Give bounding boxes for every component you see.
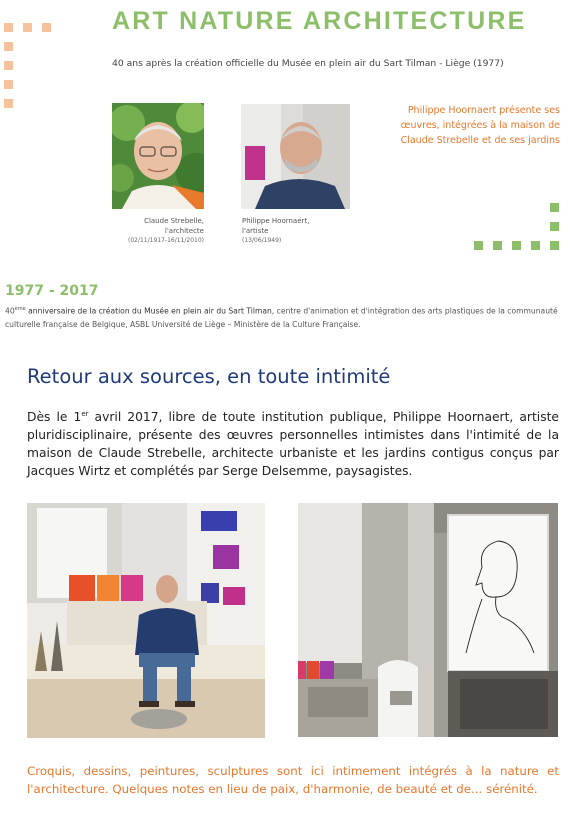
person-name: Philippe Hoornaert, [242,217,310,225]
deco-square [23,23,32,32]
years-heading: 1977 - 2017 [5,283,99,299]
person-role: l'artiste [242,227,269,235]
portrait-strebelle [112,103,204,209]
deco-square [550,241,559,250]
anniversary-ordinal-suffix: ème [14,306,26,312]
person-name: Claude Strebelle, [144,217,204,225]
intro-text [370,103,560,148]
intro-line: œuvres, intégrées à la maison de [400,120,560,131]
caption-hoornaert [242,216,352,246]
anniversary-rest: centre d'animation et d'intégration des arts plastiques de la communauté culturelle française de Belgique, ASBL Université de Liège – Ministère de la Culture Française. [5,306,558,329]
anniversary-lead: anniversaire de la création du Musée en plein air du Sart Tilman, [25,306,275,316]
person-role: l'architecte [164,227,204,235]
person-dates: (02/11/1917-16/11/2010) [127,237,204,244]
deco-square [4,23,13,32]
deco-square [4,80,13,89]
deco-square [493,241,502,250]
deco-square [4,42,13,51]
body-date-prefix: Dès le 1 [27,410,82,425]
caption-strebelle [110,216,204,246]
section-body [27,405,559,480]
page-title: ART NATURE ARCHITECTURE [112,7,527,35]
body-date-sup: er [81,410,89,418]
page-subtitle: 40 ans après la création officielle du Musée en plein air du Sart Tilman - Liège (1977) [112,58,504,69]
photo-drawing-interior [298,503,558,737]
anniversary-ordinal: 40 [5,306,15,316]
anniversary-text [5,303,565,331]
deco-square [550,203,559,212]
deco-square [531,241,540,250]
deco-square [512,241,521,250]
photo-artist-interior [27,503,265,738]
body-text: avril 2017, libre de toute institution publique, Philippe Hoornaert, artiste pluridisciplinaire, présente des œuvres personnelles intimistes dans l'intimité de la maison de Claude Strebelle, architecte urbaniste et les jardins contigus conçus par Jacques Wirtz et complétés par Serge Delsemme, paysagistes. [27,410,559,479]
intro-line: Philippe Hoornaert présente ses [407,105,560,116]
closing-text: Croquis, dessins, peintures, sculptures sont ici intimement intégrés à la nature et l'architecture. Quelques notes en lieu de paix, d'harmonie, de beauté et de... sérénité. [27,764,559,796]
portrait-hoornaert [241,104,350,209]
deco-square [42,23,51,32]
section-heading: Retour aux sources, en toute intimité [27,365,391,388]
deco-square [474,241,483,250]
intro-line: Claude Strebelle et de ses jardins [400,135,560,146]
deco-square [550,222,559,231]
deco-square [4,99,13,108]
person-dates: (13/06/1949) [242,237,282,244]
deco-square [4,61,13,70]
